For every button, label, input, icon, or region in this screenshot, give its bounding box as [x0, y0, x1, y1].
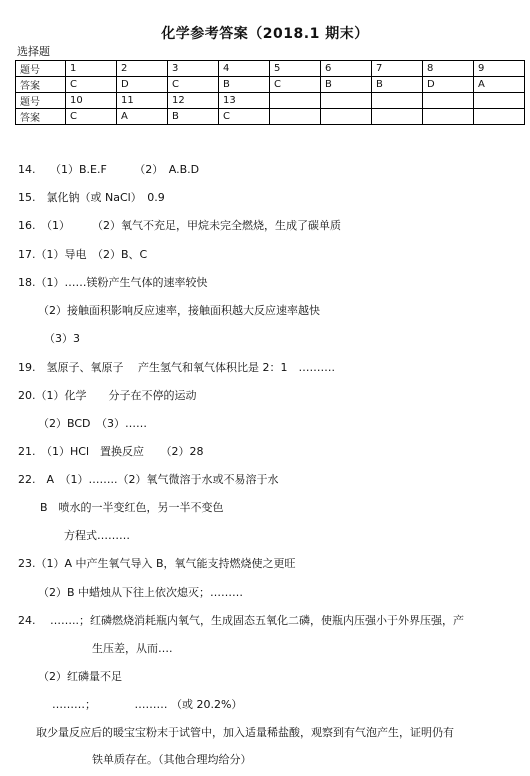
table-cell: 题号 — [16, 93, 66, 109]
answer-line: ………； ……… （或 20.2%） — [52, 698, 243, 711]
table-cell: 5 — [270, 61, 321, 77]
table-cell: 答案 — [16, 109, 66, 125]
answer-table — [15, 60, 525, 125]
answer-line: 16. （1） （2）氧气不充足，甲烷未完全燃烧，生成了碳单质 — [18, 219, 341, 232]
table-cell — [321, 109, 372, 125]
table-cell: B — [321, 77, 372, 93]
table-row — [16, 77, 525, 93]
table-cell: 11 — [117, 93, 168, 109]
table-cell: C — [270, 77, 321, 93]
table-cell: B — [219, 77, 270, 93]
table-cell: 答案 — [16, 77, 66, 93]
table-cell: B — [168, 109, 219, 125]
table-cell: C — [66, 77, 117, 93]
table-row — [16, 93, 525, 109]
table-cell: C — [66, 109, 117, 125]
answer-line: 方程式……… — [64, 529, 130, 542]
table-cell — [423, 93, 474, 109]
answer-line: （2）BCD （3）…… — [38, 417, 148, 430]
answer-line: 22. A （1）……..（2）氧气微溶于水或不易溶于水 — [18, 473, 279, 486]
table-cell: 1 — [66, 61, 117, 77]
answer-line: 24. ……..；红磷燃烧消耗瓶内氧气，生成固态五氧化二磷，使瓶内压强小于外界压强，产 — [18, 614, 464, 627]
table-cell: B — [372, 77, 423, 93]
table-cell — [321, 93, 372, 109]
table-cell: 12 — [168, 93, 219, 109]
table-cell: A — [117, 109, 168, 125]
table-cell: 2 — [117, 61, 168, 77]
table-cell: 7 — [372, 61, 423, 77]
table-cell: 10 — [66, 93, 117, 109]
answer-line: 20.（1）化学 分子在不停的运动 — [18, 389, 197, 402]
section-heading: 选择题 — [17, 45, 50, 58]
table-cell — [270, 109, 321, 125]
answer-line: 生压差，从而…. — [92, 642, 173, 655]
table-cell — [474, 93, 525, 109]
table-cell: D — [117, 77, 168, 93]
answer-line: 21. （1）HCl 置换反应 （2）28 — [18, 445, 204, 458]
table-cell: C — [219, 109, 270, 125]
table-cell — [372, 93, 423, 109]
answer-line: （2）接触面积影响反应速率，接触面积越大反应速率越快 — [38, 304, 320, 317]
table-cell — [474, 109, 525, 125]
answer-line: 14. （1）B.E.F （2） A.B.D — [18, 163, 200, 176]
table-cell: 9 — [474, 61, 525, 77]
answer-line: B 喷水的一半变红色，另一半不变色 — [40, 501, 224, 514]
table-cell: 13 — [219, 93, 270, 109]
table-cell: D — [423, 77, 474, 93]
table-cell — [372, 109, 423, 125]
table-cell: A — [474, 77, 525, 93]
answer-line: （2）红磷量不足 — [38, 670, 122, 683]
table-cell — [423, 109, 474, 125]
table-row — [16, 109, 525, 125]
table-cell: 3 — [168, 61, 219, 77]
table-cell: 4 — [219, 61, 270, 77]
table-cell: 6 — [321, 61, 372, 77]
answer-line: 19. 氢原子、氧原子 产生氢气和氧气体积比是 2：1 ………. — [18, 361, 335, 374]
answer-line: 23.（1）A 中产生氧气导入 B，氧气能支持燃烧使之更旺 — [18, 557, 296, 570]
table-cell: 题号 — [16, 61, 66, 77]
table-cell: C — [168, 77, 219, 93]
answer-line: 铁单质存在。（其他合理均给分） — [92, 753, 252, 766]
page-title: 化学参考答案（2018.1 期末） — [161, 26, 369, 42]
table-row — [16, 61, 525, 77]
answer-line: （3）3 — [44, 332, 80, 345]
table-cell: 8 — [423, 61, 474, 77]
answer-line: 15. 氯化钠（或 NaCl） 0.9 — [18, 191, 165, 204]
answer-line: （2）B 中蜡烛从下往上依次熄灭；……… — [38, 586, 244, 599]
table-cell — [270, 93, 321, 109]
answer-line: 18.（1）……镁粉产生气体的速率较快 — [18, 276, 208, 289]
answer-line: 17.（1）导电 （2）B、C — [18, 248, 148, 261]
answer-line: 取少量反应后的暖宝宝粉末于试管中，加入适量稀盐酸，观察到有气泡产生，证明仍有 — [36, 726, 454, 739]
